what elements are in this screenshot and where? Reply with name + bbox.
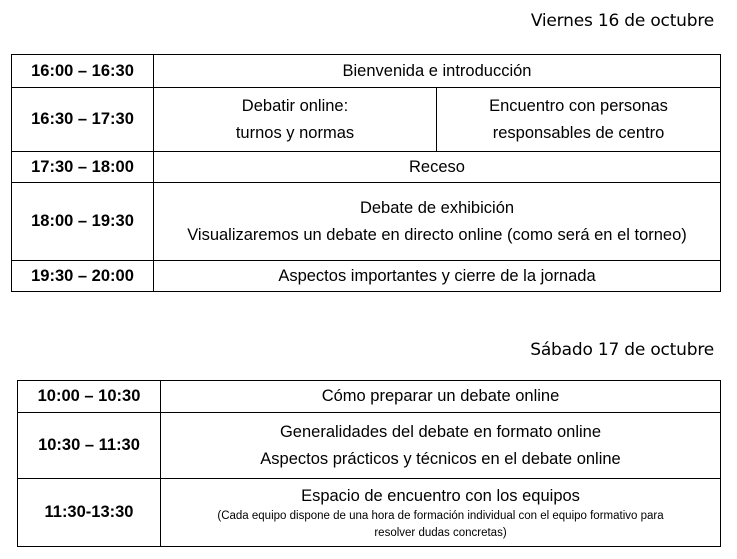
time-cell: 11:30-13:30: [18, 479, 161, 547]
activity-cell: Receso: [154, 152, 721, 183]
activity-line: Aspectos prácticos y técnicos en el debate online: [260, 449, 621, 468]
table-row: [18, 479, 721, 547]
activity-cell: [161, 413, 721, 479]
activity-line: Espacio de encuentro con los equipos: [301, 486, 580, 505]
time-cell: 16:00 – 16:30: [12, 55, 154, 88]
time-cell: 10:30 – 11:30: [18, 413, 161, 479]
note-line: resolver dudas concretas): [374, 526, 507, 539]
table-row: [12, 152, 721, 183]
day1-heading: Viernes 16 de octubre: [530, 11, 714, 31]
time-cell: 10:00 – 10:30: [18, 381, 161, 413]
table-row: [18, 381, 721, 413]
table-row: [12, 183, 721, 261]
activity-line: Visualizaremos un debate en directo online (como será en el torneo): [187, 225, 687, 244]
activity-line: responsables de centro: [492, 123, 665, 142]
table-row: [12, 88, 721, 152]
activity-cell: [161, 479, 721, 547]
activity-line: Debate de exhibición: [359, 198, 515, 217]
time-cell: 18:00 – 19:30: [12, 183, 154, 261]
day2-schedule-table: [17, 380, 721, 547]
table-row: [12, 261, 721, 292]
time-cell: 17:30 – 18:00: [12, 152, 154, 183]
activity-cell: [154, 183, 721, 261]
activity-line: Encuentro con personas: [489, 96, 668, 115]
day2-heading: Sábado 17 de octubre: [530, 340, 714, 360]
activity-cell: Bienvenida e introducción: [154, 55, 721, 88]
note-line: (Cada equipo dispone de una hora de formación individual con el equipo formativo para: [217, 509, 664, 522]
day1-schedule-table: [11, 54, 721, 292]
table-row: [18, 413, 721, 479]
activity-line: Debatir online:: [241, 96, 349, 115]
activity-line: turnos y normas: [235, 123, 355, 142]
activity-cell: Cómo preparar un debate online: [161, 381, 721, 413]
time-cell: 19:30 – 20:00: [12, 261, 154, 292]
activity-cell-right: [437, 88, 721, 152]
activity-cell-left: [154, 88, 437, 152]
time-cell: 16:30 – 17:30: [12, 88, 154, 152]
activity-cell: Aspectos importantes y cierre de la jornada: [154, 261, 721, 292]
activity-line: Generalidades del debate en formato online: [279, 422, 602, 441]
table-row: [12, 55, 721, 88]
